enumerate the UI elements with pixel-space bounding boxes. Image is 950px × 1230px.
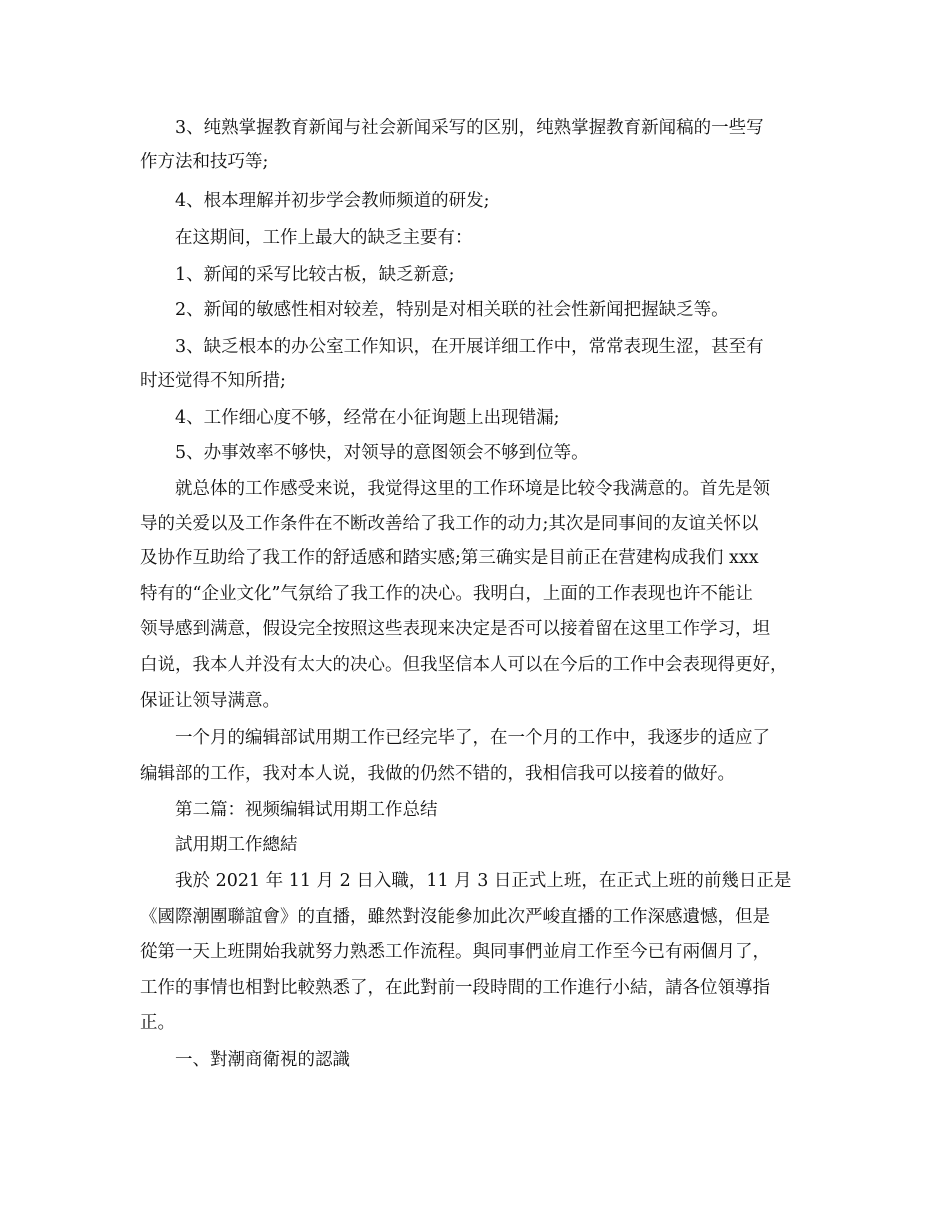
text-line: 從第一天上班開始我就努力熟悉工作流程。與同事們並肩工作至今已有兩個月了， (140, 942, 770, 962)
text-line: 4、工作细心度不够，经常在小征询题上出现错漏; (175, 408, 560, 428)
text-line: 工作的事情也相對比較熟悉了，在此對前一段時間的工作進行小結，請各位領導指 (140, 978, 770, 998)
text-line: 正。 (140, 1013, 175, 1033)
text-line: 5、办事效率不够快，对领导的意图领会不够到位等。 (175, 443, 589, 463)
text-line: 就总体的工作感受来说，我觉得这里的工作环境是比较令我满意的。首先是领 (175, 479, 770, 499)
text-line: 白说，我本人并没有太大的决心。但我坚信本人可以在今后的工作中会表现得更好， (140, 655, 788, 675)
text-line: 第二篇：视频编辑试用期工作总结 (175, 800, 438, 820)
text-line: 时还觉得不知所措; (140, 371, 286, 391)
text-line: 及协作互助给了我工作的舒适感和踏实感;第三确实是目前正在营建构成我们 xxx (140, 548, 759, 568)
text-line: 一、對潮商衛視的認識 (175, 1050, 350, 1070)
text-line: 编辑部的工作，我对本人说，我做的仍然不错的，我相信我可以接着的做好。 (140, 764, 735, 784)
text-line: 我於 2021 年 11 月 2 日入職，11 月 3 日正式上班，在正式上班的前幾日正是 (175, 871, 792, 891)
text-line: 試用期工作總結 (175, 835, 298, 855)
text-line: 在这期间，工作上最大的缺乏主要有： (175, 228, 473, 248)
text-line: 《國際潮團聯誼會》的直播，雖然對沒能參加此次严峻直播的工作深感遺憾，但是 (140, 907, 770, 927)
text-line: 3、纯熟掌握教育新闻与社会新闻采写的区别，纯熟掌握教育新闻稿的一些写 (175, 118, 764, 138)
text-line: 3、缺乏根本的办公室工作知识，在开展详细工作中，常常表现生涩，甚至有 (175, 337, 764, 357)
text-line: 一个月的编辑部试用期工作已经完毕了，在一个月的工作中，我逐步的适应了 (175, 728, 770, 748)
text-line: 保证让领导满意。 (140, 691, 280, 711)
text-line: 4、根本理解并初步学会教师频道的研发; (175, 191, 490, 211)
text-line: 2、新闻的敏感性相对较差，特别是对相关联的社会性新闻把握缺乏等。 (175, 300, 729, 320)
text-line: 导的关爱以及工作条件在不断改善给了我工作的动力;其次是同事间的友谊关怀以 (140, 514, 759, 534)
text-line: 特有的“企业文化”气氛给了我工作的决心。我明白，上面的工作表现也许不能让 (140, 584, 753, 604)
text-line: 1、新闻的采写比较古板，缺乏新意; (175, 265, 455, 285)
text-line: 作方法和技巧等; (140, 152, 269, 172)
text-line: 领导感到满意，假设完全按照这些表现来决定是否可以接着留在这里工作学习，坦 (140, 619, 770, 639)
